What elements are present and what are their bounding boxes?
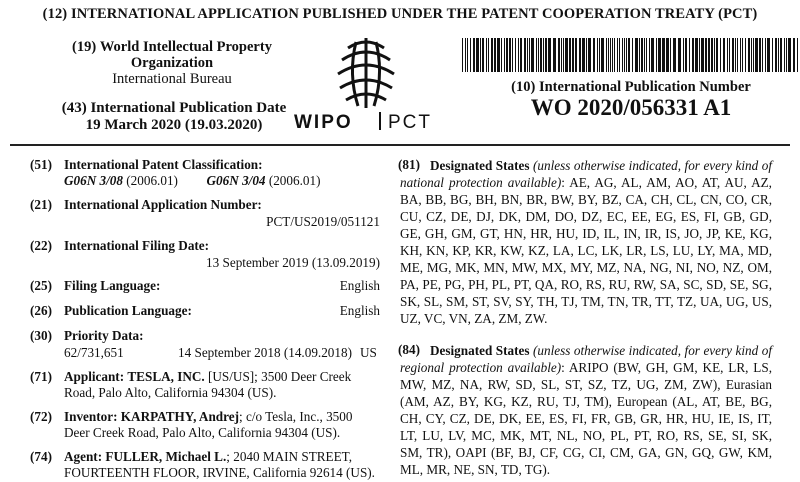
pubdate-code: (43) [61,100,87,116]
f51-code: (51) [30,157,52,172]
pct-logo-text: PCT [388,112,432,133]
f51-date1: (2006.01) [126,173,178,188]
f30-code: (30) [30,328,52,343]
f30-label: Priority Data: [64,328,144,343]
f72-rest: ; c/o Tesla, Inc., 3500 [239,409,353,424]
wipo-pct-logo [286,34,446,134]
document-header: (12) INTERNATIONAL APPLICATION PUBLISHED UNDER THE PATENT COOPERATION TREATY (PCT) [42,6,758,22]
organization-block [62,39,282,87]
pubdate-label: International Publication Date [90,100,287,116]
f74-rest: ; 2040 MAIN STREET, [226,449,353,464]
f84-block [400,342,772,478]
barcode-icon [462,38,798,72]
pubnum-code: (10) [511,79,536,95]
f25-code: (25) [30,278,52,293]
f74-code: (74) [30,449,52,464]
f22-label: International Filing Date: [64,238,210,253]
f25-label: Filing Language: [64,278,161,293]
f81-qualifier: (unless otherwise indicated, for every kind of national protection available) [400,158,772,190]
f84-qualifier: (unless otherwise indicated, for every kind of regional protection available) [400,343,772,375]
pubnum-label: International Publication Number [538,79,751,95]
wipo-globe-icon [286,34,446,134]
f84-code: (84) [398,342,420,357]
f72-label: Inventor: [64,409,118,424]
f72-code: (72) [30,409,52,424]
f26-value: English [339,303,380,318]
f25-value: English [339,278,380,293]
f30-number: 62/731,651 [64,345,124,360]
f84-text: : ARIPO (BW, GH, GM, KE, LR, LS, MW, MZ, NA, RW, SD, SL, ST, SZ, TZ, UG, ZM, ZW), Eurasian (AM, AZ, BY, KG, KZ, RU, TJ, TM), European (AL, AT, BE, BG, CH, CY, CZ, DE, DK, EE, ES, FI, FR, GB, GR, HR, HU, IE, IS, IT, LT, LU, LV, MC, MK, MT, NL, NO, PL, PT, RO, RS, SE, SI, SK, SM, TR), OAPI (BF, BJ, CF, CG, CI, CM, GA, GN, GQ, GW, KM, ML, MR, NE, SN, TD, TG). [400,360,772,477]
f71-label: Applicant: [64,369,125,384]
f72-block [64,409,384,441]
f72-name: KARPATHY, Andrej [120,409,239,424]
header-divider [10,144,790,146]
f74-line2: FOURTEENTH FLOOR, IRVINE, California 92614 (US). [64,465,375,480]
f51-date2: (2006.01) [268,173,321,188]
f74-label: Agent: [64,449,103,464]
wipo-logo-text: WIPO [294,112,353,133]
f21-code: (21) [30,197,52,212]
f30-date: 14 September 2018 (14.09.2018) [178,345,352,360]
f74-name: FULLER, Michael L. [105,449,227,464]
f84-label: Designated States [430,343,530,358]
org-name-line2: Organization [130,55,214,71]
publication-number: WO 2020/056331 A1 [530,95,732,120]
f51-class2: G06N 3/04 [206,173,266,188]
f71-name: TESLA, INC. [127,369,205,384]
publication-date-block [60,100,288,134]
f26-code: (26) [30,303,52,318]
f72-line2: Deer Creek Road, Palo Alto, California 94304 (US). [64,425,341,440]
pubdate-value: 19 March 2020 (19.03.2020) [85,117,263,133]
f51-label: International Patent Classification: [64,157,263,172]
f71-rest: [US/US]; 3500 Deer Creek [208,369,352,384]
f74-block [64,449,384,481]
org-name-line1: World Intellectual Property [99,39,272,55]
f81-code: (81) [398,157,420,172]
f81-block [400,157,772,327]
f81-label: Designated States [430,158,530,173]
f26-label: Publication Language: [64,303,192,318]
org-bureau: International Bureau [112,71,232,87]
f51-block [64,157,394,189]
pubnum-label-block [462,79,800,96]
f81-text: : AE, AG, AL, AM, AO, AT, AU, AZ, BA, BB, BG, BH, BN, BR, BW, BY, BZ, CA, CH, CL, CN, CO, CR, CU, CZ, DE, DJ, DK, DM, DO, DZ, EC, EE, EG, ES, FI, GB, GD, GE, GH, GM, GT, HN, HR, HU, ID, IL, IN, IR, IS, JO, JP, KE, KG, KH, KN, KP, KR, KW, KZ, LA, LC, LK, LR, LS, LU, LY, MA, MD, ME, MG, MK, MN, MW, MX, MY, MZ, NA, NG, NI, NO, NZ, OM, PA, PE, PG, PH, PL, PT, QA, RO, RS, RU, RW, SA, SC, SD, SE, SG, SK, SL, SM, ST, SV, SY, TH, TJ, TM, TN, TR, TT, TZ, UA, UG, US, UZ, VC, VN, ZA, ZM, ZW. [400,175,772,326]
f22-value: 13 September 2019 (13.09.2019) [206,255,380,270]
org-code: (19) [72,39,97,55]
f30-country: US [360,345,377,360]
f22-code: (22) [30,238,52,253]
f71-line2: Road, Palo Alto, California 94304 (US). [64,385,277,400]
f71-block [64,369,384,401]
f21-label: International Application Number: [64,197,262,212]
f71-code: (71) [30,369,52,384]
f21-value: PCT/US2019/051121 [266,214,380,229]
f51-class1: G06N 3/08 [64,173,123,188]
